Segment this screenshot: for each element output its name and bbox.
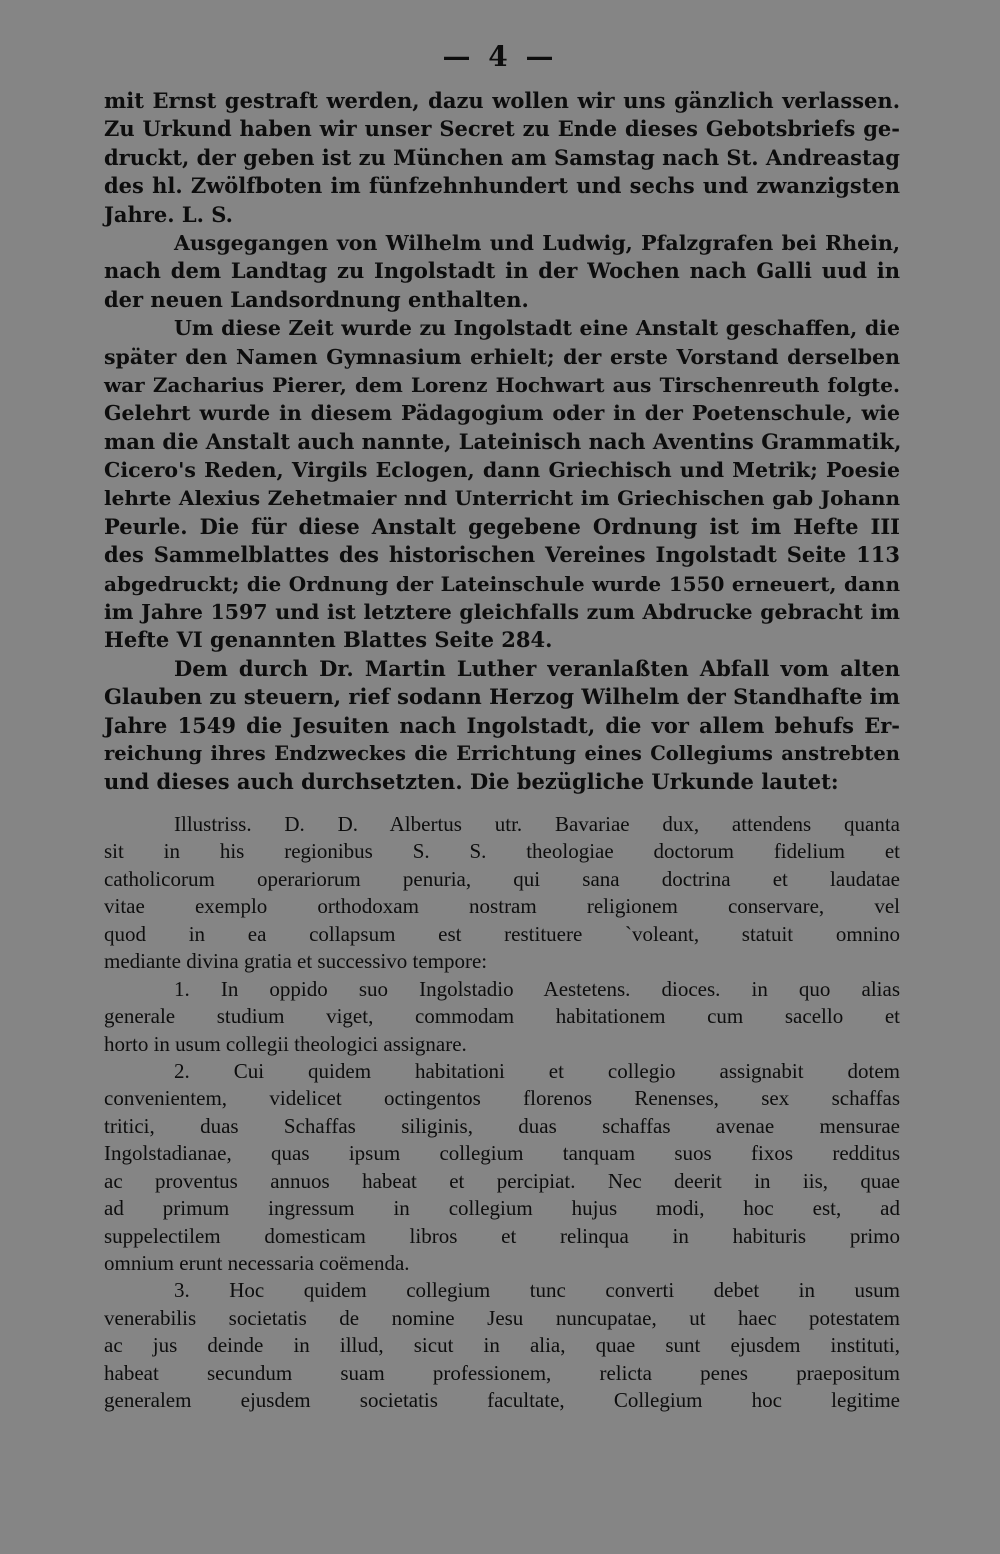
latin-text-block bbox=[104, 811, 900, 1415]
text-line: generalem ejusdem societatis facultate, Collegium hoc legitime bbox=[104, 1388, 900, 1413]
text-line: horto in usum collegii theologici assignare. bbox=[104, 1031, 467, 1056]
text-line: Cicero's Reden, Virgils Eclogen, dann Griechisch und Metrik; Poesie bbox=[104, 458, 900, 483]
text-line: Dem durch Dr. Martin Luther veranlaßten Abfall vom alten bbox=[174, 655, 900, 681]
text-line: generale studium viget, commodam habitationem cum sacello et bbox=[104, 1004, 900, 1029]
text-line: Zu Urkund haben wir unser Secret zu Ende dieses Gebotsbriefs ge- bbox=[104, 116, 900, 142]
text-line: und dieses auch durchsetzten. Die bezügliche Urkunde lautet: bbox=[104, 769, 839, 795]
text-line: mediante divina gratia et successivo tempore: bbox=[104, 949, 488, 974]
text-line: Ingolstadianae, quas ipsum collegium tanquam suos fixos redditus bbox=[104, 1141, 900, 1166]
text-line: 2. Cui quidem habitationi et collegio assignabit dotem bbox=[174, 1058, 900, 1083]
text-line: Jahre. L. S. bbox=[104, 201, 233, 227]
text-line: 3. Hoc quidem collegium tunc converti debet in usum bbox=[174, 1278, 900, 1303]
text-line: des Sammelblattes des historischen Vereines Ingolstadt Seite 113 bbox=[104, 542, 900, 568]
german-text-block bbox=[104, 87, 900, 797]
text-line: 1. In oppido suo Ingolstadio Aestetens. dioces. in quo alias bbox=[174, 976, 900, 1001]
text-line: Gelehrt wurde in diesem Pädagogium oder in der Poetenschule, wie bbox=[104, 401, 900, 426]
text-line: Ausgegangen von Wilhelm und Ludwig, Pfalzgrafen bei Rhein, bbox=[174, 230, 900, 255]
text-line: reichung ihres Endzweckes die Errichtung eines Collegiums anstrebten bbox=[104, 741, 900, 765]
text-line: Glauben zu steuern, rief sodann Herzog Wilhelm der Standhafte im bbox=[104, 684, 900, 710]
text-line: convenientem, videlicet octingentos florenos Renenses, sex schaffas bbox=[104, 1086, 900, 1111]
text-line: quod in ea collapsum est restituere `voleant, statuit omnino bbox=[104, 921, 900, 946]
text-line: suppelectilem domesticam libros et relinqua in habituris primo bbox=[104, 1223, 900, 1248]
text-line: Um diese Zeit wurde zu Ingolstadt eine Anstalt geschaffen, die bbox=[174, 316, 900, 341]
text-line: später den Namen Gymnasium erhielt; der erste Vorstand derselben bbox=[104, 344, 900, 369]
text-line: mit Ernst gestraft werden, dazu wollen wir uns gänzlich verlassen. bbox=[104, 88, 900, 113]
text-line: nach dem Landtag zu Ingolstadt in der Wochen nach Galli uud in bbox=[104, 258, 900, 284]
text-line: Illustriss. D. D. Albertus utr. Bavariae dux, attendens quanta bbox=[174, 812, 900, 836]
text-line: ac proventus annuos habeat et percipiat. Nec deerit in iis, quae bbox=[104, 1168, 900, 1193]
text-line: omnium erunt necessaria coëmenda. bbox=[104, 1251, 410, 1275]
text-line: war Zacharius Pierer, dem Lorenz Hochwart aus Tirschenreuth folgte. bbox=[104, 372, 900, 397]
text-line: ac jus deinde in illud, sicut in alia, quae sunt ejusdem instituti, bbox=[104, 1333, 900, 1358]
text-line: druckt, der geben ist zu München am Samstag nach St. Andreastag bbox=[104, 144, 900, 170]
text-line: catholicorum operariorum penuria, qui sana doctrina et laudatae bbox=[104, 866, 900, 891]
text-line: vitae exemplo orthodoxam nostram religionem conservare, vel bbox=[104, 894, 900, 919]
text-line: man die Anstalt auch nannte, Lateinisch nach Aventins Grammatik, bbox=[104, 428, 902, 454]
text-line: abgedruckt; die Ordnung der Lateinschule wurde 1550 erneuert, dann bbox=[104, 571, 900, 596]
text-line: Hefte VI genannten Blattes Seite 284. bbox=[104, 627, 553, 653]
text-line: Peurle. Die für diese Anstalt gegebene Ordnung ist im Hefte III bbox=[104, 513, 900, 539]
text-line: im Jahre 1597 und ist letztere gleichfalls zum Abdrucke gebracht im bbox=[104, 600, 900, 625]
text-line: sit in his regionibus S. S. theologiae doctorum fidelium et bbox=[104, 839, 900, 864]
text-line: tritici, duas Schaffas siliginis, duas schaffas avenae mensurae bbox=[104, 1113, 900, 1138]
text-line: lehrte Alexius Zehetmaier nnd Unterricht im Griechischen gab Johann bbox=[104, 486, 900, 511]
text-line: habeat secundum suam professionem, relicta penes praepositum bbox=[104, 1360, 900, 1385]
text-line: Jahre 1549 die Jesuiten nach Ingolstadt, die vor allem behufs Er- bbox=[104, 712, 900, 738]
text-line: der neuen Landsordnung enthalten. bbox=[104, 286, 529, 312]
text-line: venerabilis societatis de nomine Jesu nuncupatae, ut haec potestatem bbox=[104, 1305, 900, 1330]
text-line: des hl. Zwölfboten im fünfzehnhundert und sechs und zwanzigsten bbox=[104, 173, 900, 199]
text-line: ad primum ingressum in collegium hujus modi, hoc est, ad bbox=[104, 1196, 900, 1221]
page-number: — 4 — bbox=[442, 40, 558, 73]
